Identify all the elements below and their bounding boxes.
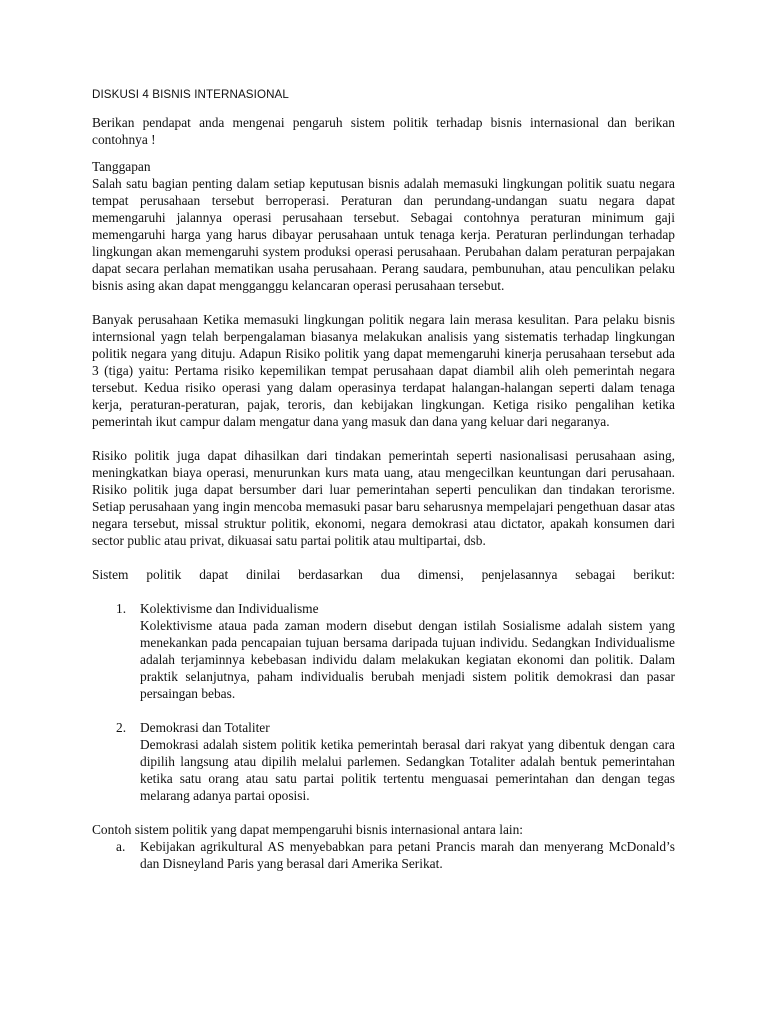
- list-marker: 2.: [116, 720, 127, 735]
- list-item: [92, 600, 675, 702]
- dimension-heading: Demokrasi dan Totaliter: [140, 720, 270, 735]
- document-title: DISKUSI 4 BISNIS INTERNASIONAL: [92, 88, 289, 101]
- dimension-body: Demokrasi adalah sistem politik ketika pemerintah berasal dari rakyat yang dibentuk dengan cara dipilih langsung atau dipilih melalui parlemen. Sedangkan Totaliter adalah bentuk pemerintahan ketika satu orang atau satu partai politik tertentu menguasai pemerintahan dan dengan tegas melarang adanya partai oposisi.: [140, 737, 675, 803]
- list-marker: a.: [116, 839, 126, 854]
- response-heading: Tanggapan: [92, 159, 151, 174]
- list-marker: 1.: [116, 601, 127, 616]
- list-item: [92, 719, 675, 804]
- example-text: Kebijakan agrikultural AS menyebabkan para petani Prancis marah dan menyerang McDonald’s dan Disneyland Paris yang berasal dari Amerika Serikat.: [140, 839, 675, 871]
- document-page: [92, 86, 675, 872]
- response-paragraph-1: Salah satu bagian penting dalam setiap keputusan bisnis adalah memasuki lingkungan politik suatu negara tempat perusahaan tersebut berroperasi. Peraturan dan perundang-undangan suatu negara dapat memengaruhi jalannya operasi perusahaan tersebut. Sebagai contohnya peraturan minimum gaji memengaruhi harga yang harus dibayar perusahaan untuk tenaga kerja. Peraturan perlindungan terhadap lingkungan akan memengaruhi system produksi operasi perusahaan. Perubahan dalam peraturan perpajakan dapat secara perlahan mematikan usaha perusahaan. Perang saudara, pembunuhan, atau penculikan pelaku bisnis asing akan dapat mengganggu kelancaran operasi perusahaan tersebut.: [92, 176, 675, 293]
- list-item: [92, 838, 675, 872]
- dimensions-list: [92, 600, 675, 804]
- response-paragraph-3: Risiko politik juga dapat dihasilkan dari tindakan pemerintah seperti nasionalisasi perusahaan asing, meningkatkan biaya operasi, menurunkan kurs mata uang, atau mengecilkan keuntungan dari perusahaan. Risiko politik juga dapat bersumber dari luar pemerintahan seperti penculikan dan tindakan terorisme. Setiap perusahaan yang ingin mencoba memasuki pasar baru seharusnya mempelajari pengethuan dasar atas negara tersebut, missal struktur politik, ekonomi, negara demokrasi atau dictator, apakah konsumen dari sector public atau privat, dikuasai satu partai politik atau multipartai, dsb.: [92, 448, 675, 548]
- examples-list: [92, 838, 675, 872]
- examples-intro: Contoh sistem politik yang dapat mempengaruhi bisnis internasional antara lain:: [92, 822, 524, 837]
- dimension-heading: Kolektivisme dan Individualisme: [140, 601, 319, 616]
- dimensions-intro: Sistem politik dapat dinilai berdasarkan dua dimensi, penjelasannya sebagai berikut:: [92, 567, 675, 582]
- dimension-body: Kolektivisme ataua pada zaman modern disebut dengan istilah Sosialisme adalah sistem yang menekankan pada pencapaian tujuan bersama daripada tujuan individu. Sedangkan Individualisme adalah terjaminnya kebebasan individu dalam melakukan kegiatan ekonomi dan politik. Dalam praktik selanjutnya, paham individualis berubah menjadi sistem politik demokrasi dan pasar persaingan bebas.: [140, 618, 675, 701]
- response-paragraph-2: Banyak perusahaan Ketika memasuki lingkungan politik negara lain merasa kesulitan. Para pelaku bisnis internsional yagn telah berpengalaman biasanya melakukan analisis yang sistematis terhadap lingkungan politik negara yang dituju. Adapun Risiko politik yang dapat memengaruhi kinerja perusahaan tersebut ada 3 (tiga) yaitu: Pertama risiko kepemilikan tempat perusahaan dapat diambil alih oleh pemerintah negara tersebut. Kedua risiko operasi yang dalam operasinya terdapat halangan-halangan seperti dalam tenaga kerja, peraturan-peraturan, pajak, teroris, dan kebijakan lingkungan. Ketiga risiko pengalihan ketika pemerintah ikut campur dalam mengatur dana yang masuk dan dana yang keluar dari negaranya.: [92, 312, 675, 429]
- discussion-question: Berikan pendapat anda mengenai pengaruh sistem politik terhadap bisnis internasional dan berikan contohnya !: [92, 115, 675, 147]
